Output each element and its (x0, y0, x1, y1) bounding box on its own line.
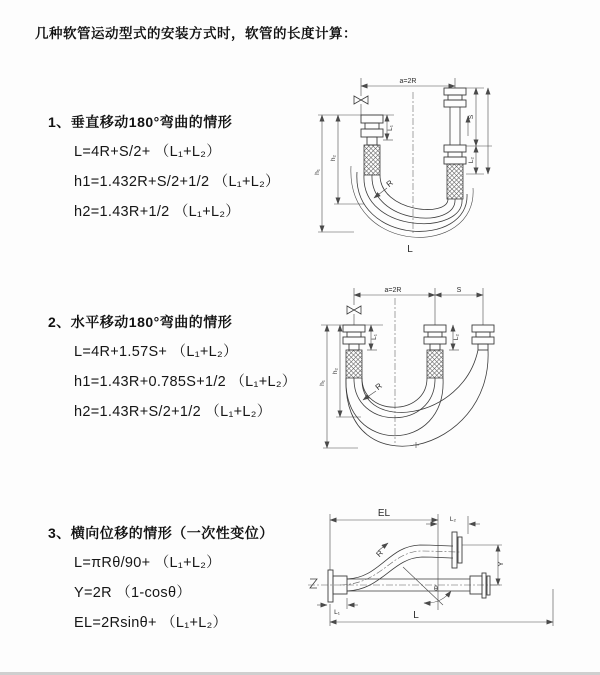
fixed-fitting (343, 325, 365, 378)
formula-line: Y=2R （1-cosθ） (74, 585, 192, 601)
formula-line: EL=2Rsinθ+ （L₁+L₂） (74, 615, 228, 631)
label-el: EL (377, 508, 391, 519)
label-l1: L₁ (334, 609, 340, 616)
label-h1: h₁ (314, 169, 321, 175)
hose-u-bend (346, 350, 488, 448)
radius-callout (374, 543, 388, 559)
raised-flange (452, 532, 462, 568)
formula-line: h1=1.43R+0.785S+1/2 （L₁+L₂） (74, 374, 297, 390)
label-h1: h₁ (319, 380, 326, 386)
dim-l-total (330, 589, 553, 626)
dim-s (435, 287, 483, 325)
section-2 (48, 307, 297, 427)
label-theta: θ (434, 586, 438, 593)
label-y: Y (496, 561, 505, 567)
formula-line: h1=1.432R+S/2+1/2 （L₁+L₂） (74, 174, 280, 190)
dim-a2r (361, 78, 455, 88)
radius-callout (363, 381, 384, 400)
formula-line: h2=1.43R+S/2+1/2 （L₁+L₂） (74, 404, 272, 420)
valve-icon (354, 78, 368, 115)
label-r: R (384, 178, 395, 189)
formula-line: h2=1.43R+1/2 （L₁+L₂） (74, 204, 241, 220)
left-flange (310, 570, 347, 602)
label-s: S (456, 287, 462, 294)
label-r: R (373, 381, 384, 392)
label-l-total: L (413, 610, 419, 621)
right-flange (470, 573, 490, 598)
hose-straight-position (308, 579, 500, 591)
hose-displaced-position (340, 545, 460, 591)
dim-l1 (317, 598, 358, 616)
moving-fitting-pos1 (424, 325, 446, 378)
label-a2r: a=2R (399, 78, 417, 85)
label-l2: L₂ (449, 516, 457, 523)
moving-fitting (444, 88, 466, 199)
break-symbol (310, 579, 317, 588)
label-h2: h₂ (330, 154, 337, 162)
dim-a2r (354, 287, 435, 325)
section-3 (48, 518, 274, 638)
page-title: 几种软管运动型式的安装方式时，软管的长度计算： (35, 26, 357, 41)
dim-l2 (468, 88, 488, 174)
label-h2: h₂ (332, 367, 339, 375)
label-l2: L₂ (468, 156, 475, 164)
label-r: R (374, 548, 385, 559)
label-a2r: a=2R (384, 287, 402, 294)
section-1 (48, 107, 280, 227)
section-2-heading: 2、水平移动180°弯曲的情形 (48, 314, 233, 330)
dim-l1 (383, 115, 394, 140)
diagram-horizontal-180-bend (313, 283, 513, 458)
formula-line: L=πRθ/90+ （L₁+L₂） (74, 555, 221, 571)
dim-l1 (367, 325, 378, 350)
dim-l2 (426, 516, 480, 534)
dim-h1 (314, 115, 354, 232)
moving-fitting-pos2 (472, 325, 494, 350)
diagram-lateral-displacement (300, 494, 595, 644)
fixed-fitting (318, 115, 394, 175)
formula-line: L=4R+S/2+ （L₁+L₂） (74, 144, 222, 160)
label-s: S (468, 114, 475, 120)
section-3-heading: 3、横向位移的情形（一次性变位） (48, 525, 274, 541)
label-l1: L₁ (387, 125, 394, 131)
dim-el (330, 508, 438, 610)
dim-h1 (319, 325, 358, 448)
angle-theta (403, 567, 451, 605)
dim-l2 (449, 325, 460, 350)
valve-icon (347, 306, 361, 325)
diagram-vertical-180-bend (308, 72, 503, 257)
label-l2: L₂ (453, 333, 460, 341)
label-l1: L₁ (371, 334, 378, 340)
label-l-total: L (407, 244, 413, 255)
formula-line: L=4R+1.57S+ （L₁+L₂） (74, 344, 238, 360)
section-1-heading: 1、垂直移动180°弯曲的情形 (48, 114, 233, 130)
